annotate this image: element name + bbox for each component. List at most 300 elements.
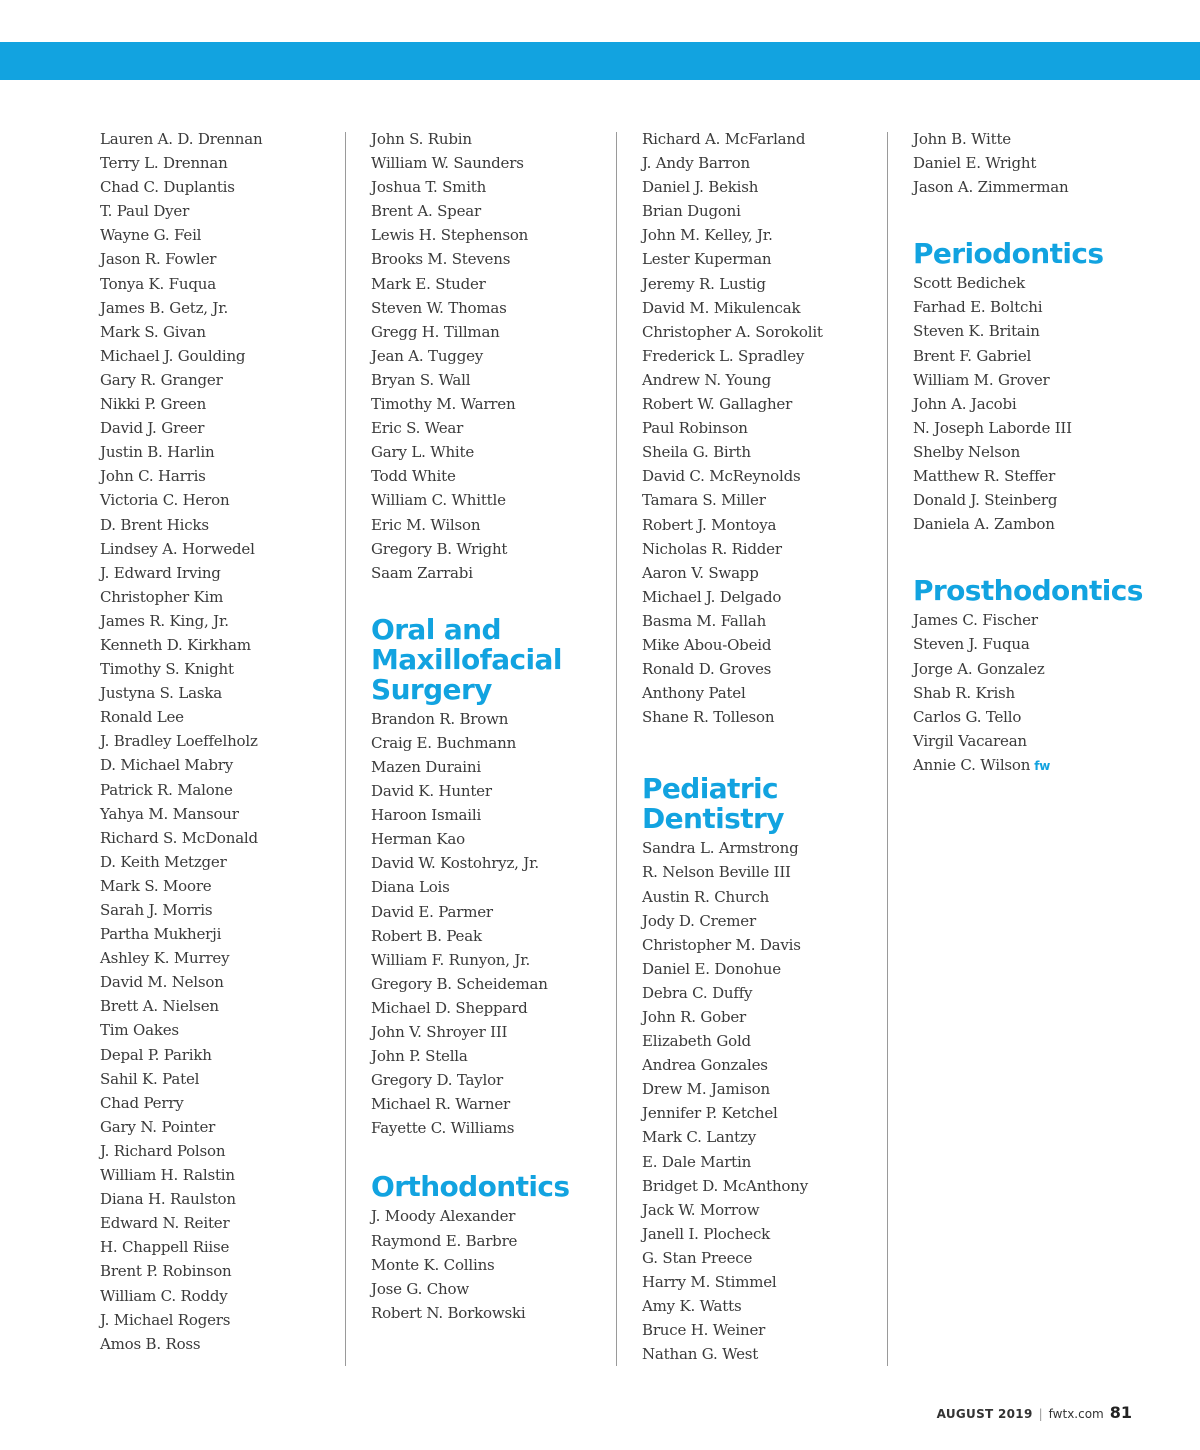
person-name: John S. Rubin: [371, 130, 472, 148]
person-name: Matthew R. Steffer: [913, 467, 1056, 486]
list-item: [371, 1020, 621, 1044]
person-name: Robert W. Gallagher: [642, 395, 793, 414]
list-item: [913, 319, 1163, 343]
list-item: [642, 1246, 892, 1270]
list-item: [913, 464, 1163, 488]
list-item: [642, 1029, 892, 1053]
list-item: [100, 1259, 350, 1283]
list-item: [100, 681, 350, 705]
list-item: [100, 898, 350, 922]
person-name: Amy K. Watts: [642, 1297, 742, 1316]
column-divider: [887, 132, 888, 1366]
list-item: [642, 585, 892, 609]
person-name: Brent A. Spear: [371, 202, 481, 221]
list-item: [371, 755, 621, 779]
list-item: [100, 296, 350, 320]
name-list: [913, 608, 1163, 777]
person-name: Timothy M. Warren: [371, 395, 516, 414]
list-item: [913, 681, 1163, 705]
person-name: Mark S. Givan: [100, 322, 206, 341]
person-name: Nathan G. West: [642, 1345, 759, 1364]
person-name: James B. Getz, Jr.: [100, 298, 229, 317]
list-item: [642, 513, 892, 537]
list-item: [642, 705, 892, 729]
person-name: Lindsey A. Horwedel: [100, 539, 255, 558]
person-name: Terry L. Drennan: [100, 154, 228, 173]
list-item: [913, 440, 1163, 464]
list-item: [100, 970, 350, 994]
list-item: [100, 922, 350, 946]
list-item: [371, 972, 621, 996]
list-item: [913, 271, 1163, 295]
person-name: Craig E. Buchmann: [371, 733, 517, 752]
person-name: Aaron V. Swapp: [642, 563, 759, 582]
person-name: Sarah J. Morris: [100, 901, 213, 919]
list-item: [371, 199, 621, 223]
list-item: [100, 464, 350, 488]
column-divider: [345, 132, 346, 1366]
list-item: [642, 1101, 892, 1125]
person-name: J. Edward Irving: [100, 563, 221, 582]
person-name: Shab R. Krish: [913, 683, 1016, 702]
person-name: Patrick R. Malone: [100, 780, 233, 799]
list-item: [371, 827, 621, 851]
person-name: Andrew N. Young: [642, 370, 772, 389]
person-name: Shane R. Tolleson: [642, 708, 775, 727]
person-name: Brian Dugoni: [642, 202, 741, 221]
list-item: [371, 151, 621, 175]
list-item: [642, 1222, 892, 1246]
person-name: Kenneth D. Kirkham: [100, 635, 251, 654]
list-item: [100, 440, 350, 464]
person-name: J. Moody Alexander: [371, 1207, 516, 1226]
person-name: Mazen Duraini: [371, 757, 481, 776]
list-item: [371, 416, 621, 440]
list-item: [913, 392, 1163, 416]
column-1: [100, 127, 350, 1356]
person-name: Diana Lois: [371, 878, 450, 897]
list-item: [642, 1005, 892, 1029]
person-name: David M. Nelson: [100, 973, 224, 992]
list-item: [100, 561, 350, 585]
list-item: [913, 632, 1163, 656]
list-item: [913, 175, 1163, 199]
list-item: [371, 464, 621, 488]
list-item: [913, 729, 1163, 753]
person-name: Elizabeth Gold: [642, 1032, 751, 1051]
person-name: Janell I. Plocheck: [642, 1224, 771, 1243]
list-item: [100, 657, 350, 681]
person-name: R. Nelson Beville III: [642, 863, 791, 882]
list-item: [371, 1204, 621, 1228]
section-orthodontics: [371, 1172, 621, 1324]
person-name: T. Paul Dyer: [100, 202, 190, 221]
list-item: [642, 175, 892, 199]
list-item: [642, 223, 892, 247]
section-prosthodontics: [913, 576, 1163, 777]
person-name: Justin B. Harlin: [100, 443, 215, 462]
person-name: Saam Zarrabi: [371, 563, 473, 582]
person-name: Diana H. Raulston: [100, 1190, 236, 1209]
person-name: Mike Abou-Obeid: [642, 635, 772, 654]
person-name: Michael D. Sheppard: [371, 998, 528, 1017]
person-name: Austin R. Church: [642, 887, 770, 906]
end-mark-logo: fw: [1034, 758, 1051, 773]
person-name: H. Chappell Riise: [100, 1238, 230, 1257]
person-name: J. Michael Rogers: [100, 1310, 231, 1329]
list-item: [100, 826, 350, 850]
list-item: [371, 561, 621, 585]
section-heading: [642, 774, 892, 834]
person-name: Depal P. Parikh: [100, 1045, 212, 1064]
list-item: [100, 1332, 350, 1356]
list-item: [371, 900, 621, 924]
list-item: [913, 344, 1163, 368]
list-item: [100, 320, 350, 344]
column-divider: [616, 132, 617, 1366]
list-item: [371, 537, 621, 561]
list-item: [642, 1198, 892, 1222]
person-name: John C. Harris: [100, 467, 206, 486]
page-number: 81: [1109, 1403, 1132, 1422]
person-name: Tim Oakes: [100, 1021, 179, 1040]
person-name: Chad C. Duplantis: [100, 178, 235, 197]
list-item: [642, 1174, 892, 1198]
person-name: Anthony Patel: [642, 684, 746, 703]
person-name: David E. Parmer: [371, 902, 493, 921]
list-item: [642, 1150, 892, 1174]
person-name: Tamara S. Miller: [642, 491, 766, 510]
section-heading: Orthodontics: [371, 1170, 570, 1204]
list-item: [642, 1270, 892, 1294]
list-item: [371, 851, 621, 875]
issue-date: AUGUST 2019: [936, 1407, 1033, 1421]
list-item: [371, 175, 621, 199]
list-item: [913, 512, 1163, 536]
list-item: [100, 368, 350, 392]
person-name: James C. Fischer: [913, 611, 1038, 630]
list-item: [913, 416, 1163, 440]
list-item: [100, 127, 350, 151]
list-item: [642, 464, 892, 488]
list-item: [371, 875, 621, 899]
person-name: Harry M. Stimmel: [642, 1273, 777, 1292]
person-name: Gregory D. Taylor: [371, 1071, 503, 1090]
person-name: Jason A. Zimmerman: [913, 178, 1069, 197]
list-item: [642, 537, 892, 561]
person-name: Daniel E. Wright: [913, 154, 1037, 173]
person-name: Jennifer P. Ketchel: [642, 1104, 778, 1123]
person-name: N. Joseph Laborde III: [913, 418, 1072, 437]
person-name: John R. Gober: [642, 1008, 747, 1026]
person-name: J. Bradley Loeffelholz: [100, 732, 258, 751]
person-name: Michael J. Goulding: [100, 346, 246, 365]
list-item: [642, 368, 892, 392]
person-name: Tonya K. Fuqua: [100, 274, 216, 293]
list-item: [100, 994, 350, 1018]
person-name: Ronald Lee: [100, 708, 184, 727]
name-list: [642, 127, 892, 729]
person-name: D. Michael Mabry: [100, 756, 233, 775]
person-name: Daniel E. Donohue: [642, 959, 781, 978]
person-name: Todd White: [371, 467, 456, 486]
person-name: Nicholas R. Ridder: [642, 539, 782, 558]
person-name: Jack W. Morrow: [642, 1200, 760, 1219]
person-name: Sandra L. Armstrong: [642, 839, 799, 858]
name-list: [100, 127, 350, 1356]
person-name: Robert B. Peak: [371, 926, 482, 945]
person-name: John P. Stella: [371, 1047, 468, 1066]
list-item: [642, 885, 892, 909]
site-name: fwtx.com: [1048, 1407, 1104, 1421]
list-item: [642, 1053, 892, 1077]
person-name: William H. Ralstin: [100, 1166, 235, 1185]
list-item: [100, 778, 350, 802]
section-oral-maxillofacial-surgery: [371, 612, 621, 1141]
person-name: David M. Mikulencak: [642, 298, 801, 317]
list-item: [913, 705, 1163, 729]
top-color-band: [0, 42, 1200, 80]
list-item: [913, 295, 1163, 319]
person-name: Lester Kuperman: [642, 250, 772, 269]
person-name: Ashley K. Murrey: [100, 949, 230, 968]
list-item: [100, 1187, 350, 1211]
list-item: [371, 344, 621, 368]
list-item: [100, 175, 350, 199]
list-item: [100, 585, 350, 609]
person-name: Richard S. McDonald: [100, 828, 258, 847]
person-name: J. Andy Barron: [642, 154, 750, 173]
person-name: William M. Grover: [913, 370, 1050, 389]
list-item: [371, 392, 621, 416]
list-item: [642, 681, 892, 705]
list-item: [100, 609, 350, 633]
person-name: Farhad E. Boltchi: [913, 298, 1043, 317]
list-item: [371, 1277, 621, 1301]
person-name: Gary L. White: [371, 443, 475, 462]
person-name: William C. Whittle: [371, 491, 506, 510]
person-name: Michael R. Warner: [371, 1095, 510, 1114]
list-item: [371, 707, 621, 731]
person-name: Jean A. Tuggey: [371, 346, 484, 365]
list-item: [642, 1125, 892, 1149]
list-item: [371, 1116, 621, 1140]
person-name: Gary R. Granger: [100, 370, 223, 389]
list-item: [100, 1163, 350, 1187]
person-name: Mark C. Lantzy: [642, 1128, 756, 1147]
person-name: Scott Bedichek: [913, 274, 1026, 293]
person-name: Brett A. Nielsen: [100, 997, 219, 1016]
list-item: [371, 1044, 621, 1068]
person-name: David W. Kostohryz, Jr.: [371, 854, 539, 873]
person-name: David K. Hunter: [371, 782, 492, 801]
person-name: Chad Perry: [100, 1093, 184, 1112]
person-name: Timothy S. Knight: [100, 660, 234, 679]
list-item: [642, 1342, 892, 1366]
name-list: [371, 1204, 621, 1324]
section-periodontics: [913, 239, 1163, 536]
list-item: [371, 779, 621, 803]
person-name: Sahil K. Patel: [100, 1069, 200, 1088]
person-name: David C. McReynolds: [642, 467, 801, 486]
person-name: Edward N. Reiter: [100, 1214, 230, 1233]
person-name: Brent F. Gabriel: [913, 346, 1032, 365]
list-item: [100, 537, 350, 561]
name-list: [913, 127, 1163, 199]
person-name: D. Keith Metzger: [100, 852, 227, 871]
list-item: [642, 416, 892, 440]
list-item: [371, 296, 621, 320]
column-4: [913, 127, 1163, 777]
person-name: Annie C. Wilson: [913, 755, 1031, 774]
list-item: [100, 705, 350, 729]
list-item: [100, 223, 350, 247]
list-item: [642, 392, 892, 416]
person-name: Brandon R. Brown: [371, 709, 509, 728]
person-name: Ronald D. Groves: [642, 660, 772, 679]
person-name: Lewis H. Stephenson: [371, 226, 529, 245]
list-item: [100, 1115, 350, 1139]
list-item: [913, 488, 1163, 512]
list-item: [100, 1284, 350, 1308]
list-item: [642, 296, 892, 320]
person-name: Partha Mukherji: [100, 925, 222, 944]
list-item: [642, 981, 892, 1005]
list-item: [100, 151, 350, 175]
list-item: [642, 633, 892, 657]
list-item: [371, 247, 621, 271]
list-item: [913, 753, 1163, 777]
name-list: [371, 707, 621, 1141]
list-item: [371, 1092, 621, 1116]
person-name: Bruce H. Weiner: [642, 1321, 766, 1340]
list-item: [371, 1068, 621, 1092]
person-name: Mark E. Studer: [371, 274, 486, 293]
list-item: [913, 608, 1163, 632]
person-name: Victoria C. Heron: [100, 491, 230, 510]
person-name: Wayne G. Feil: [100, 226, 202, 245]
list-item: [371, 924, 621, 948]
list-item: [100, 344, 350, 368]
person-name: Debra C. Duffy: [642, 983, 753, 1002]
list-item: [371, 731, 621, 755]
list-item: [642, 860, 892, 884]
person-name: Lauren A. D. Drennan: [100, 130, 263, 148]
list-item: [371, 948, 621, 972]
person-name: Bryan S. Wall: [371, 370, 471, 389]
list-item: [642, 609, 892, 633]
person-name: David J. Greer: [100, 419, 205, 438]
list-item: [100, 1091, 350, 1115]
heading-line: Pediatric: [642, 772, 779, 806]
person-name: Andrea Gonzales: [642, 1056, 768, 1075]
person-name: William C. Roddy: [100, 1286, 228, 1305]
list-item: [642, 909, 892, 933]
list-item: [100, 802, 350, 826]
person-name: Daniela A. Zambon: [913, 515, 1055, 534]
list-item: [642, 247, 892, 271]
person-name: Shelby Nelson: [913, 442, 1021, 461]
list-item: [371, 488, 621, 512]
person-name: Raymond E. Barbre: [371, 1231, 518, 1250]
person-name: Monte K. Collins: [371, 1255, 495, 1274]
list-item: [642, 1077, 892, 1101]
person-name: Daniel J. Bekish: [642, 178, 759, 197]
heading-line: Oral and: [371, 612, 501, 646]
list-item: [642, 657, 892, 681]
list-item: [371, 368, 621, 392]
person-name: Gregg H. Tillman: [371, 322, 500, 341]
person-name: Michael J. Delgado: [642, 587, 782, 606]
heading-line: Surgery: [371, 672, 492, 706]
list-item: [100, 247, 350, 271]
person-name: John A. Jacobi: [913, 394, 1017, 413]
person-name: Paul Robinson: [642, 419, 748, 438]
person-name: Jorge A. Gonzalez: [913, 659, 1045, 678]
list-item: [100, 513, 350, 537]
list-item: [100, 753, 350, 777]
person-name: Jeremy R. Lustig: [642, 274, 766, 293]
list-item: [100, 392, 350, 416]
list-item: [100, 1067, 350, 1091]
list-item: [100, 1235, 350, 1259]
person-name: James R. King, Jr.: [100, 611, 229, 630]
section-heading: [371, 612, 621, 706]
person-name: J. Richard Polson: [100, 1141, 226, 1160]
person-name: Christopher A. Sorokolit: [642, 322, 823, 341]
person-name: Frederick L. Spradley: [642, 346, 805, 365]
list-item: [371, 996, 621, 1020]
person-name: Fayette C. Williams: [371, 1119, 515, 1138]
person-name: Joshua T. Smith: [371, 178, 487, 197]
person-name: Brooks M. Stevens: [371, 250, 511, 269]
section-heading: Periodontics: [913, 237, 1104, 271]
list-item: [642, 957, 892, 981]
person-name: Sheila G. Birth: [642, 443, 751, 462]
list-item: [371, 272, 621, 296]
person-name: Eric M. Wilson: [371, 515, 481, 534]
footer-separator: |: [1038, 1407, 1043, 1421]
list-item: [100, 946, 350, 970]
column-3: [642, 127, 892, 1366]
person-name: Yahya M. Mansour: [100, 804, 239, 823]
list-item: [642, 127, 892, 151]
list-item: [371, 1253, 621, 1277]
person-name: John B. Witte: [913, 130, 1011, 148]
list-item: [371, 223, 621, 247]
name-list: [642, 836, 892, 1366]
list-item: [100, 1308, 350, 1332]
person-name: Brent P. Robinson: [100, 1262, 232, 1281]
list-item: [642, 1294, 892, 1318]
list-item: [642, 344, 892, 368]
person-name: John V. Shroyer III: [371, 1023, 508, 1041]
person-name: Herman Kao: [371, 830, 465, 849]
list-item: [100, 633, 350, 657]
list-item: [100, 874, 350, 898]
person-name: William F. Runyon, Jr.: [371, 950, 531, 969]
person-name: Steven W. Thomas: [371, 298, 507, 317]
person-name: Christopher M. Davis: [642, 935, 801, 954]
person-name: Drew M. Jamison: [642, 1080, 770, 1099]
list-item: [913, 368, 1163, 392]
page-footer: [937, 1403, 1132, 1422]
heading-line: Maxillofacial: [371, 642, 562, 676]
list-item: [100, 1043, 350, 1067]
person-name: Christopher Kim: [100, 587, 224, 606]
person-name: Eric S. Wear: [371, 419, 464, 438]
person-name: Haroon Ismaili: [371, 806, 482, 825]
